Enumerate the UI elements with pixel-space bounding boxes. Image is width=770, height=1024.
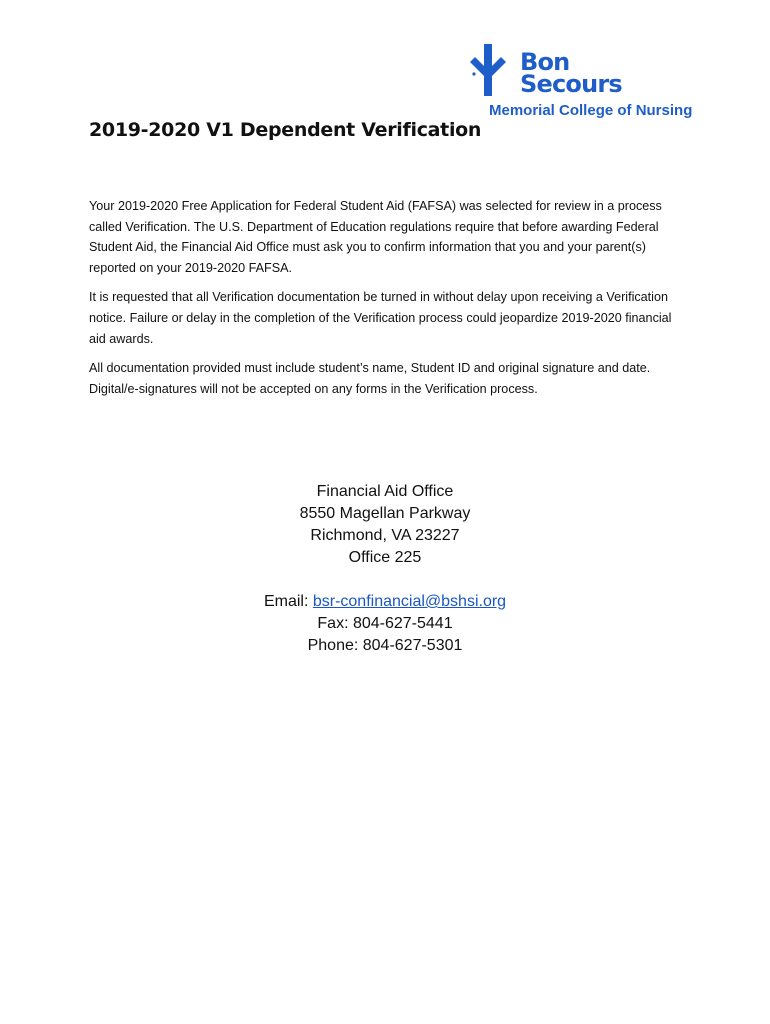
email-label: Email:: [263, 593, 313, 610]
paragraph-documentation-request: It is requested that all Verification documentation be turned in without delay upon receiving a Verification notice. Failure or delay in the completion of the Verification process could jeopardize 2019-2020 financial aid awards.: [89, 290, 672, 346]
logo-subtitle: Memorial College of Nursing: [489, 102, 693, 119]
office-name: Financial Aid Office: [316, 483, 454, 500]
street-address: 8550 Magellan Parkway: [299, 505, 471, 522]
logo-word-bon: Bon: [520, 48, 570, 76]
fax-number: Fax: 804-627-5441: [317, 615, 453, 632]
email-link[interactable]: bsr-confinancial@bshsi.org: [312, 593, 507, 610]
paragraph-signature-requirement: All documentation provided must include student’s name, Student ID and original signature and date. Digital/e-signatures will not be accepted on any forms in the Verification process.: [89, 361, 651, 396]
city-state-zip: Richmond, VA 23227: [310, 527, 460, 544]
bon-secours-logo: [470, 44, 693, 120]
office-room: Office 225: [348, 549, 422, 566]
body-text: [89, 196, 679, 408]
logo-word-secours: Secours: [520, 70, 622, 98]
contact-block: [0, 481, 770, 657]
paragraph-fafsa-selection: Your 2019-2020 Free Application for Federal Student Aid (FAFSA) was selected for review in a process called Verification. The U.S. Department of Education regulations require that before awarding Federal Student Aid, the Financial Aid Office must ask you to confirm information that you and your parent(s) reported on your 2019-2020 FAFSA.: [89, 199, 662, 275]
spacer: [0, 569, 770, 591]
phone-number: Phone: 804-627-5301: [307, 637, 463, 654]
email-line: [0, 591, 770, 613]
bon-secours-cross-icon: [470, 44, 518, 96]
document-title: 2019-2020 V1 Dependent Verification: [89, 119, 482, 141]
